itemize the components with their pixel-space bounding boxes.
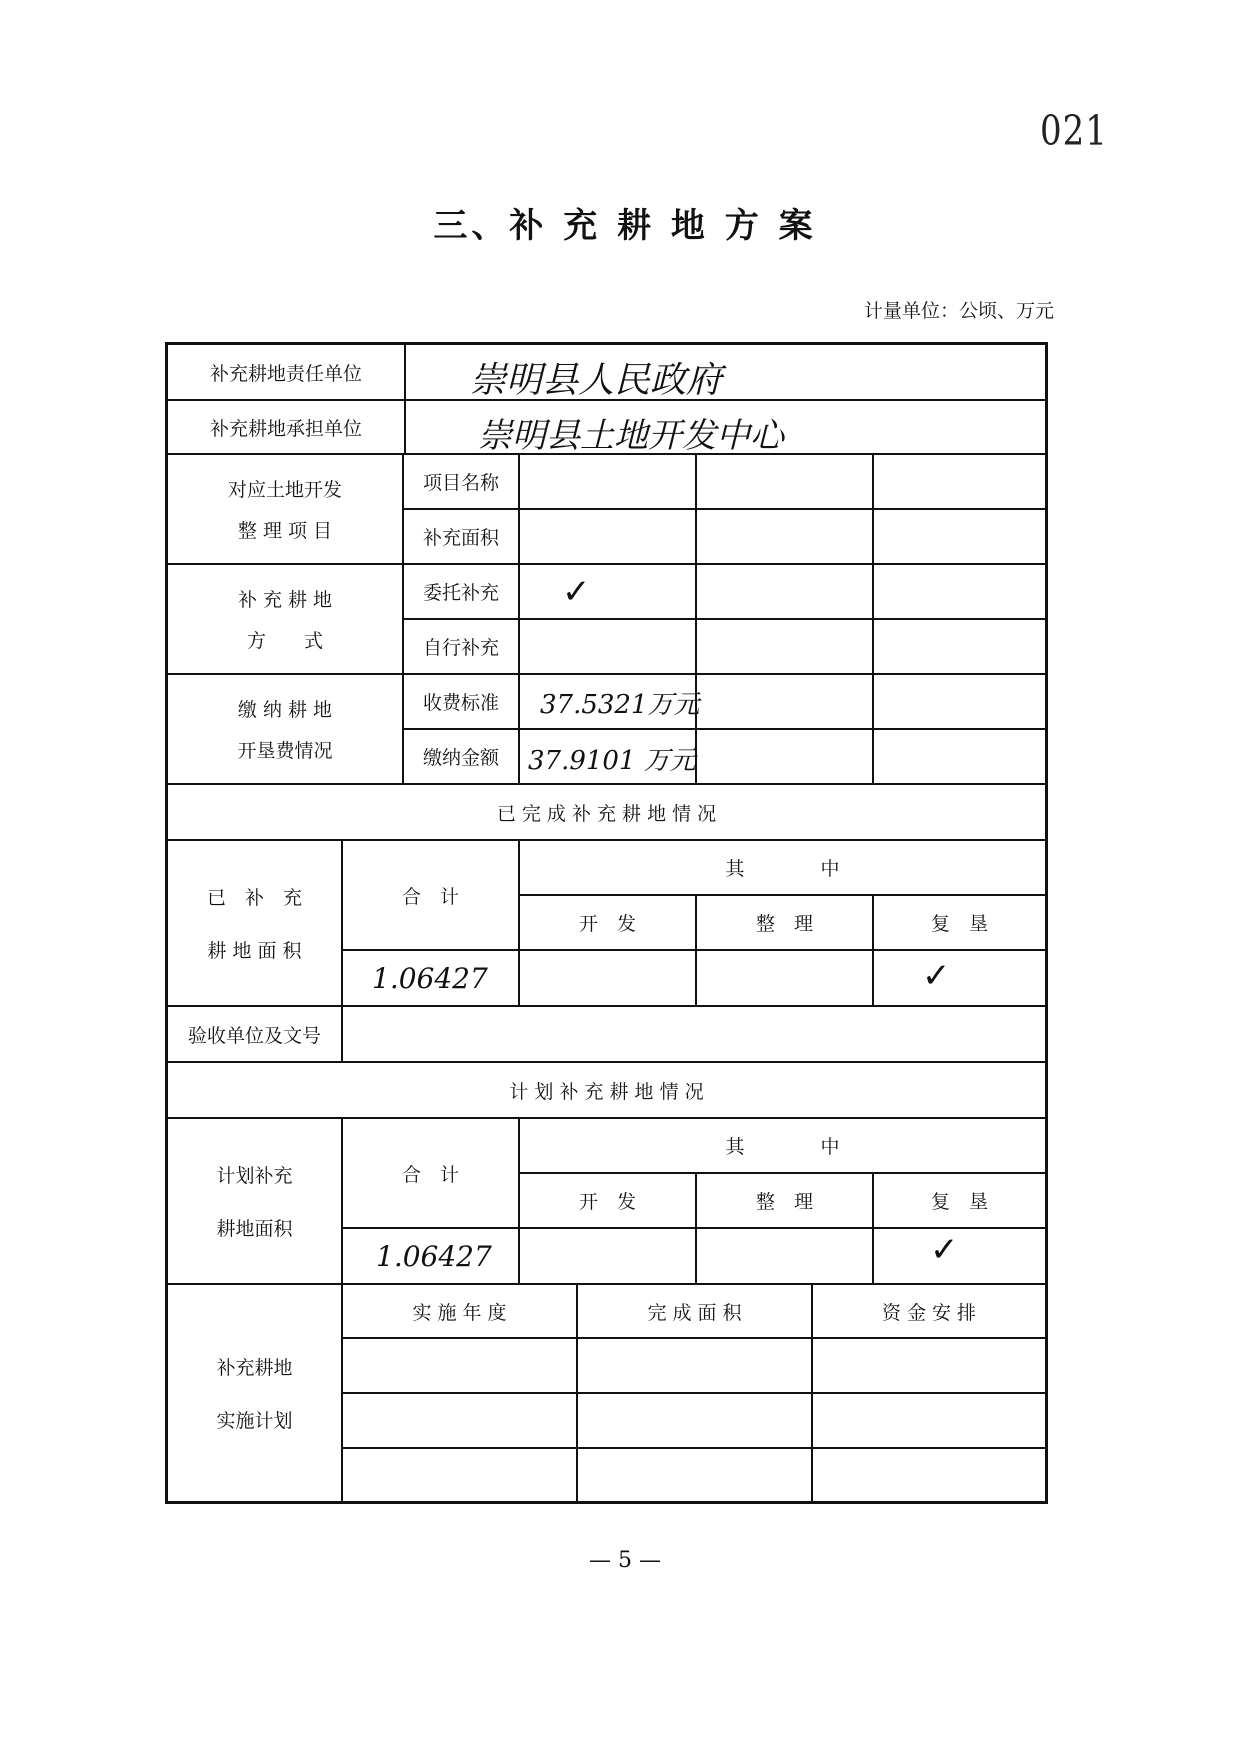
project-area-c1 [519,509,696,564]
project-area-c2 [696,509,873,564]
schedule-year-header: 实 施 年 度 [342,1284,577,1338]
method-label-line-2: 方 式 [246,630,323,652]
fee-label-line-1: 缴 纳 耕 地 [237,699,333,721]
unit-note: 计量单位：公顷、万元 [863,300,1054,322]
fee-amount-c2 [696,729,873,784]
schedule-label-line-2: 实施计划 [216,1410,293,1432]
schedule-r2-area [577,1393,812,1448]
schedule-r1-area [577,1338,812,1393]
entrusted-c1 [519,564,696,619]
fee-label-line-2: 开垦费情况 [237,740,333,762]
page-footer-number: — 5 — [589,1548,661,1573]
acceptance-label: 验收单位及文号 [167,1006,342,1062]
completed-arrange: 整 理 [696,895,873,950]
planned-arrange: 整 理 [696,1173,873,1228]
project-name-c2 [696,454,873,509]
self-c3 [873,619,1046,674]
planned-area-label-cell [167,1118,342,1284]
planned-heading: 计 划 补 充 耕 地 情 况 [167,1062,1046,1118]
completed-reclaim: 复 垦 [873,895,1046,950]
schedule-r2-year [342,1393,577,1448]
schedule-funds-header: 资 金 安 排 [812,1284,1046,1338]
planned-reclaim-value [873,1228,1046,1284]
project-area-label: 补充面积 [403,509,519,564]
archive-stamp-number: 021 [1040,108,1108,156]
self-label: 自行补充 [403,619,519,674]
fee-amount-c3 [873,729,1046,784]
fee-standard-c2 [696,674,873,729]
planned-develop: 开 发 [519,1173,696,1228]
schedule-r3-year [342,1448,577,1502]
planned-total-value: 1.06427 [376,1240,492,1273]
completed-arrange-value [696,950,873,1006]
page-title: 三、补 充 耕 地 方 案 [433,206,817,246]
completed-area-label-cell [167,840,342,1006]
project-area-c3 [873,509,1046,564]
planned-area-label-line-1: 计划补充 [216,1165,293,1187]
project-name-label: 项目名称 [403,454,519,509]
planned-develop-value [519,1228,696,1284]
project-name-c1 [519,454,696,509]
checkmark-icon: ✓ [562,572,591,612]
schedule-label-cell [167,1284,342,1502]
schedule-r3-funds [812,1448,1046,1502]
schedule-r1-funds [812,1338,1046,1393]
method-label-cell [167,564,403,674]
self-c1 [519,619,696,674]
entrusted-c2 [696,564,873,619]
project-name-c3 [873,454,1046,509]
checkmark-icon: ✓ [930,1230,959,1270]
completed-area-label-line-2: 耕 地 面 积 [207,940,302,962]
fee-standard-label: 收费标准 [403,674,519,729]
completed-reclaim-value [873,950,1046,1006]
checkmark-icon: ✓ [922,956,951,996]
completed-total-value: 1.06427 [372,962,488,995]
planned-total-label: 合 计 [342,1118,519,1228]
entrusted-label: 委托补充 [403,564,519,619]
completed-heading: 已 完 成 补 充 耕 地 情 况 [167,784,1046,840]
self-c2 [696,619,873,674]
fee-standard-value: 37.5321万元 [540,690,700,720]
undertaking-value: 崇明县土地开发中心 [478,416,784,456]
responsible-label: 补充耕地责任单位 [167,344,405,400]
schedule-r1-year [342,1338,577,1393]
completed-area-label-line-1: 已 补 充 [206,887,302,909]
undertaking-label: 补充耕地承担单位 [167,400,405,454]
schedule-r2-funds [812,1393,1046,1448]
completed-of-which: 其 中 [519,840,1046,895]
completed-develop-value [519,950,696,1006]
fee-amount-label: 缴纳金额 [403,729,519,784]
entrusted-c3 [873,564,1046,619]
completed-develop: 开 发 [519,895,696,950]
planned-area-label-line-2: 耕地面积 [216,1218,293,1240]
completed-total-label: 合 计 [342,840,519,950]
fee-standard-c3 [873,674,1046,729]
fee-label-cell [167,674,403,784]
project-label-line-1: 对应土地开发 [227,479,342,501]
fee-amount-value: 37.9101 万元 [528,746,696,776]
project-label-cell [167,454,403,564]
planned-reclaim: 复 垦 [873,1173,1046,1228]
schedule-r3-area [577,1448,812,1502]
planned-of-which: 其 中 [519,1118,1046,1173]
method-label-line-1: 补 充 耕 地 [237,589,333,611]
schedule-label-line-1: 补充耕地 [216,1357,293,1379]
acceptance-value [342,1006,1046,1062]
responsible-value: 崇明县人民政府 [470,360,723,401]
planned-arrange-value [696,1228,873,1284]
project-label-line-2: 整 理 项 目 [237,520,333,542]
schedule-area-header: 完 成 面 积 [577,1284,812,1338]
